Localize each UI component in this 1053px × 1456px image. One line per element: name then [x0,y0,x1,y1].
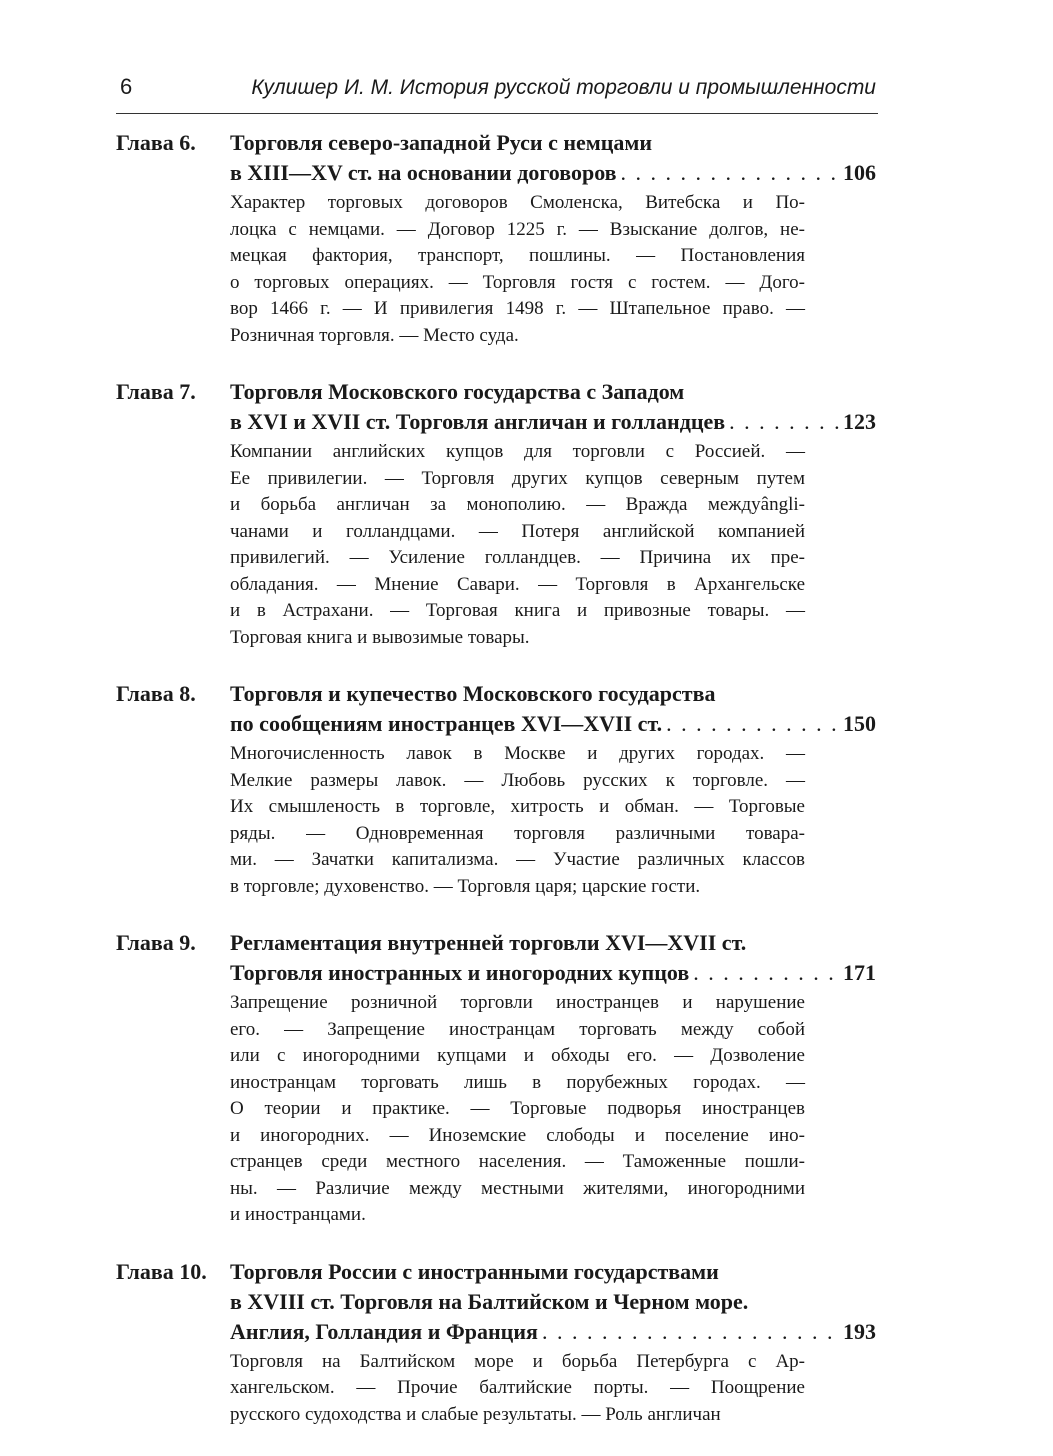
chapter-summary-line: ряды. — Одновременная торговля различными товара- [230,822,805,844]
chapter-summary-line: Запрещение розничной торговли иностранцев и нарушение [230,992,805,1013]
chapter-label: Глава 8. [116,681,196,706]
dot-leader [729,407,839,437]
chapter-title-line: Регламентация внутренней торговли XVI—XVII ст. [230,930,747,955]
chapter-summary-line: и иногородних. — Иноземские слободы и поселение ино- [230,1124,805,1146]
chapter-summary-line: лоцка с немцами. — Договор 1225 г. — Взыскание долгов, не- [230,218,805,240]
chapter-label: Глава 9. [116,930,196,955]
chapter-title-line: в XIII—XV ст. на основании договоров [230,160,617,185]
chapter-summary-line: или с иногородними купцами и обходы его. — Дозволение [230,1045,805,1066]
chapter-summary-line: Ее привилегии. — Торговля других купцов северным путем [230,467,805,489]
chapter-title-line: Торговля и купечество Московского государства [230,681,716,706]
chapter-summary-line: Торговая книга и вывозимые товары. [230,626,530,648]
chapter-title-line-with-page [230,958,876,988]
chapter-summary-line: Мелкие размеры лавок. — Любовь русских к торговле. — [230,769,805,791]
toc-chapter [116,1257,876,1429]
dot-leader [621,158,839,188]
chapter-page-number: 171 [843,960,876,985]
chapter-summary [230,1349,805,1429]
page-header [116,70,876,110]
chapter-summary-line: Розничная торговля. — Место суда. [230,324,519,346]
chapter-page-number: 150 [843,711,876,736]
chapter-title [230,679,876,739]
chapter-summary-line: ми. — Зачатки капитализма. — Участие различных классов [230,849,805,870]
chapter-label: Глава 6. [116,130,196,155]
chapter-summary-line: странцев среди местного населения. — Таможенные пошли- [230,1151,805,1172]
chapter-summary-line: Характер торговых договоров Смоленска, Витебска и По- [230,192,805,213]
dot-leader [542,1317,839,1347]
chapter-label: Глава 7. [116,379,196,404]
header-rule [116,113,878,114]
chapter-summary-line: и в Астрахани. — Торговая книга и привозные товары. — [230,600,805,621]
chapter-summary-line: Торговля на Балтийском море и борьба Петербурга с Ар- [230,1350,805,1372]
chapter-summary-line: мецкая фактория, транспорт, пошлины. — Постановления [230,245,805,266]
chapter-summary [230,439,805,651]
chapter-summary-line: иностранцам торговать лишь в порубежных городах. — [230,1071,805,1093]
chapter-body [230,377,876,651]
chapter-summary-line: обладания. — Мнение Савари. — Торговля в Архангельске [230,573,805,595]
chapter-title [230,128,876,188]
chapter-title-line: Торговля России с иностранными государствами [230,1258,719,1284]
chapter-summary-line: О теории и практике. — Торговые подворья иностранцев [230,1098,805,1119]
chapter-title-line-with-page [230,158,876,188]
table-of-contents [116,128,876,1456]
chapter-summary-line: чанами и голландцами. — Потеря английской компанией [230,520,805,542]
chapter-title-line: Англия, Голландия и Франция [230,1318,538,1344]
chapter-summary-line: в торговле; духовенство. — Торговля царя; царские гости. [230,875,701,897]
chapter-summary-line: хангельском. — Прочие балтийские порты. — Поощрение [230,1377,805,1398]
chapter-summary-line: о торговых операциях. — Торговля гостя с гостем. — Дого- [230,271,805,293]
chapter-title-line-with-page [230,1317,876,1347]
toc-chapter [116,128,876,349]
chapter-title [230,928,876,988]
chapter-title [230,377,876,437]
chapter-title-line-with-page [230,709,876,739]
chapter-summary-line: привилегий. — Усиление голландцев. — Причина их пре- [230,547,805,568]
chapter-page-number: 193 [843,1318,876,1344]
chapter-body [230,128,876,349]
chapter-label: Глава 10. [116,1258,207,1284]
toc-chapter [116,679,876,900]
running-title: Кулишер И. М. История русской торговли и промышленности [251,76,876,99]
chapter-title-line: по сообщениям иностранцев XVI—XVII ст. [230,711,663,736]
chapter-summary-line: русского судоходства и слабые результаты. — Роль англичан [230,1403,721,1425]
dot-leader [666,709,839,739]
chapter-title-line: Торговля Московского государства с Западом [230,379,685,404]
chapter-page-number: 106 [843,160,876,185]
chapter-summary-line: его. — Запрещение иностранцам торговать между собой [230,1018,805,1040]
chapter-title [230,1257,876,1347]
chapter-summary-line: ны. — Различие между местными жителями, иногородними [230,1177,805,1199]
chapter-title-line: Торговля северо-западной Руси с немцами [230,130,653,155]
chapter-title-line: в XVI и XVII ст. Торговля англичан и голландцев [230,409,726,434]
chapter-title-line: Торговля иностранных и иногородних купцов [230,960,690,985]
chapter-title-line: в XVIII ст. Торговля на Балтийском и Черном море. [230,1288,749,1314]
dot-leader [693,958,839,988]
chapter-summary-line: Многочисленность лавок в Москве и других городах. — [230,743,805,764]
chapter-summary-line: Их смышленость в торговле, хитрость и обман. — Торговые [230,796,805,817]
page-number: 6 [120,74,133,99]
chapter-title-line-with-page [230,407,876,437]
chapter-summary-line: Компании английских купцов для торговли с Россией. — [230,441,805,462]
chapter-body [230,679,876,900]
chapter-summary [230,741,805,900]
chapter-summary-line: вор 1466 г. — И привилегия 1498 г. — Штапельное право. — [230,298,805,319]
chapter-page-number: 123 [843,409,876,434]
chapter-body [230,1257,876,1429]
chapter-summary [230,190,805,349]
chapter-summary [230,990,805,1229]
chapter-body [230,928,876,1229]
chapter-summary-line: и борьба англичан за монополию. — Вражда междуângli- [230,494,805,515]
toc-chapter [116,377,876,651]
chapter-summary-line: и иностранцами. [230,1204,366,1225]
toc-chapter [116,928,876,1229]
